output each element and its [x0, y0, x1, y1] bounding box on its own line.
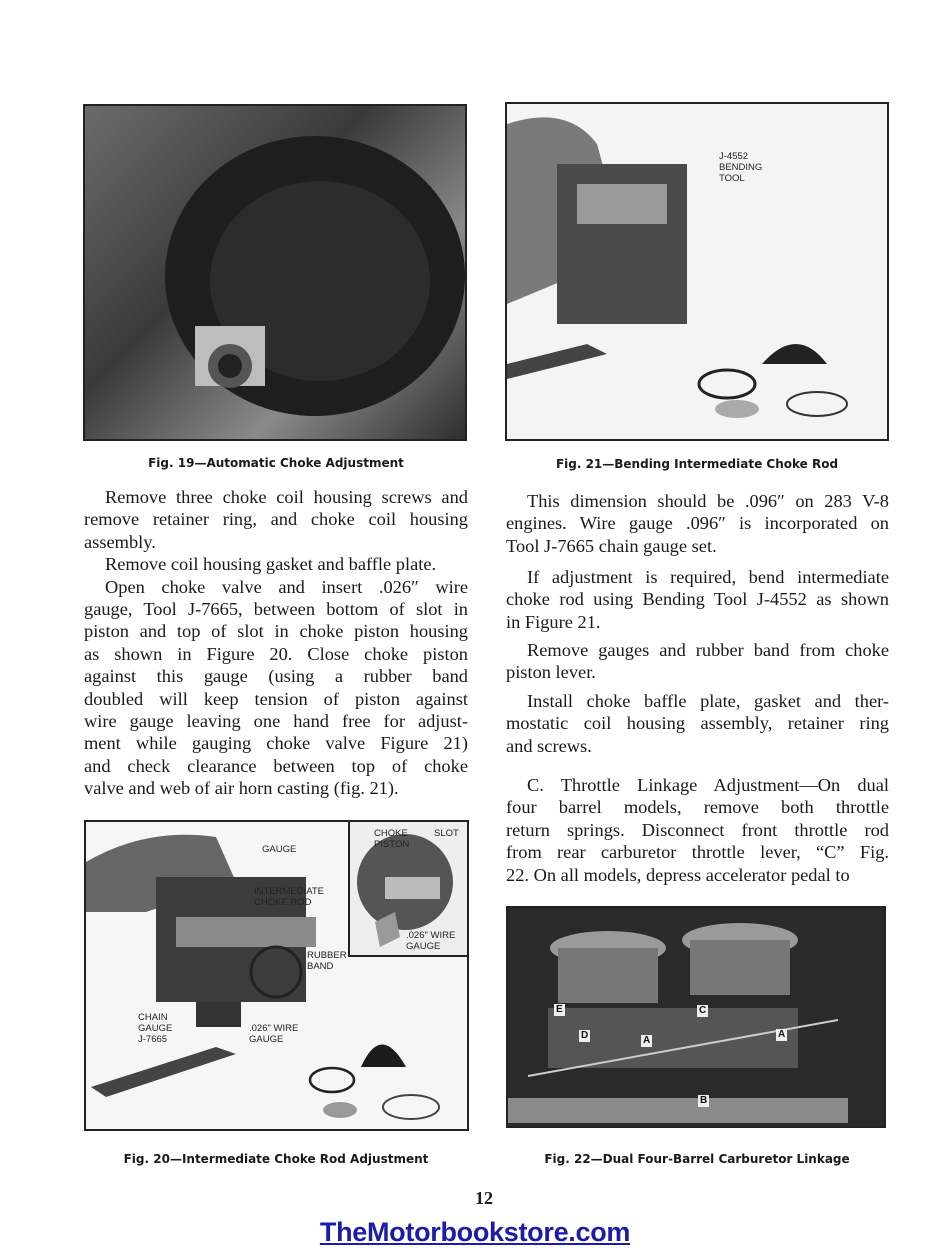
text-line: 22. On all models, depress accelerator pedal to [506, 864, 850, 885]
paragraph [506, 490, 889, 557]
wire-gauge-label: .026" WIRE GAUGE [249, 1023, 299, 1045]
paragraph [506, 639, 889, 684]
linkage-label-a: A [643, 1035, 651, 1046]
text-line: Remove three choke coil housing screws and [105, 487, 468, 507]
text-line: in Figure 21. [506, 611, 601, 632]
page-number: 12 [475, 1188, 493, 1208]
text-line: ment while gauging choke valve Figure 21) [84, 733, 468, 754]
text-line: return springs. Disconnect front throttle rod [506, 819, 889, 840]
figure-19-caption: Fig. 19—Automatic Choke Adjustment [148, 456, 404, 470]
paragraph [84, 553, 468, 575]
text-line: from rear carburetor throttle lever, “C” Fig. [506, 842, 889, 863]
gauge-label: GAUGE [262, 844, 297, 855]
text-line: Tool J-7665 chain gauge set. [506, 535, 717, 556]
text-line: piston lever. [506, 662, 596, 683]
text-line: doubled will keep tension of piston against [84, 688, 468, 709]
text-line: against this gauge (using a rubber band [84, 666, 468, 687]
text-line: gauge, Tool J-7665, between bottom of slot in [84, 599, 468, 620]
linkage-label-a2: A [778, 1029, 786, 1040]
figure-20-caption: Fig. 20—Intermediate Choke Rod Adjustment [123, 1152, 429, 1166]
text-line: assembly. [84, 531, 156, 552]
paragraph [84, 576, 468, 800]
paragraph [506, 566, 889, 633]
watermark-link[interactable]: TheMotorbookstore.com [319, 1217, 631, 1247]
text-line: piston and top of slot in choke piston housing [84, 621, 468, 642]
bending-tool-label: J-4552 BENDING TOOL [719, 151, 763, 184]
text-line: If adjustment is required, bend intermediate [527, 567, 889, 587]
choke-housing-illustration [85, 106, 467, 441]
intermediate-choke-rod-label: INTERMEDIATE CHOKE ROD [254, 886, 325, 908]
figure-20-photo [84, 820, 469, 1131]
paragraph [506, 690, 889, 757]
text-line: and check clearance between top of choke [84, 755, 468, 776]
figure-22-caption: Fig. 22—Dual Four-Barrel Carburetor Linkage [544, 1152, 850, 1166]
slot-label: SLOT [434, 828, 459, 839]
text-line: wire gauge leaving one hand free for adjust- [84, 711, 468, 732]
paragraph [84, 486, 468, 553]
text-line: C. Throttle Linkage Adjustment—On dual [527, 775, 889, 795]
chain-gauge-label: CHAIN GAUGE J-7665 [138, 1012, 173, 1045]
text-line: remove retainer ring, and choke coil housing [84, 509, 468, 530]
text-line: choke rod using Bending Tool J-4552 as shown [506, 589, 889, 610]
linkage-label-b: B [700, 1095, 708, 1106]
inset-photo [348, 820, 469, 957]
rubber-band-label: RUBBER BAND [307, 950, 347, 972]
text-line: and screws. [506, 735, 592, 756]
linkage-label-d: D [581, 1030, 589, 1041]
text-line: mostatic coil housing assembly, retainer ring [506, 713, 889, 734]
left-text-column [84, 486, 468, 800]
text-line: Open choke valve and insert .026″ wire [105, 576, 468, 597]
text-line: Remove coil housing gasket and baffle plate. [105, 554, 437, 575]
linkage-label-c: C [699, 1005, 707, 1016]
figure-19-photo [83, 104, 467, 441]
dual-carburetor-illustration [508, 908, 886, 1128]
figure-21-photo [505, 102, 889, 441]
paragraph [506, 774, 889, 886]
figure-21-caption: Fig. 21—Bending Intermediate Choke Rod [555, 457, 839, 471]
linkage-label-e: E [556, 1004, 563, 1015]
figure-22-photo [506, 906, 886, 1128]
text-line: as shown in Figure 20. Close choke piston [84, 643, 468, 664]
text-line: This dimension should be .096″ on 283 V-8 [527, 491, 889, 511]
text-line: valve and web of air horn casting (fig. 21). [84, 778, 399, 799]
text-line: engines. Wire gauge .096″ is incorporated on [506, 513, 889, 534]
text-line: four barrel models, remove both throttle [506, 797, 889, 818]
choke-piston-label: CHOKE PISTON [374, 828, 410, 850]
text-line: Install choke baffle plate, gasket and ther- [527, 691, 889, 711]
inset-wire-gauge-label: .026" WIRE GAUGE [406, 930, 456, 952]
carburetor-illustration [507, 104, 889, 441]
text-line: Remove gauges and rubber band from choke [527, 640, 889, 660]
